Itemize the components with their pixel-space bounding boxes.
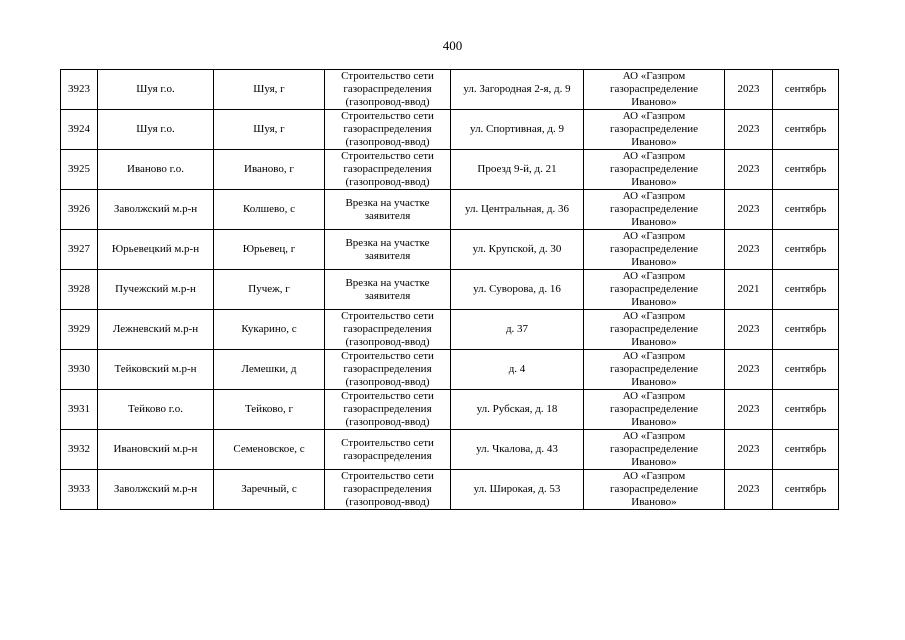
row-number-cell: 3927: [61, 230, 98, 270]
year-cell: 2021: [725, 270, 773, 310]
row-number-cell: 3932: [61, 430, 98, 470]
year-cell: 2023: [725, 350, 773, 390]
month-cell: сентябрь: [773, 430, 839, 470]
district-cell: Пучежский м.р-н: [98, 270, 214, 310]
table-row: [61, 110, 839, 150]
month-cell: сентябрь: [773, 110, 839, 150]
organization-cell: АО «Газпром газораспределение Иваново»: [584, 430, 725, 470]
table-row: [61, 230, 839, 270]
year-cell: 2023: [725, 470, 773, 510]
row-number-cell: 3930: [61, 350, 98, 390]
month-cell: сентябрь: [773, 270, 839, 310]
organization-cell: АО «Газпром газораспределение Иваново»: [584, 110, 725, 150]
address-cell: д. 4: [451, 350, 584, 390]
row-number-cell: 3933: [61, 470, 98, 510]
locality-cell: Заречный, с: [214, 470, 325, 510]
year-cell: 2023: [725, 190, 773, 230]
address-cell: ул. Центральная, д. 36: [451, 190, 584, 230]
month-cell: сентябрь: [773, 390, 839, 430]
district-cell: Шуя г.о.: [98, 110, 214, 150]
gasification-table: [60, 69, 839, 510]
table-row: [61, 190, 839, 230]
locality-cell: Колшево, с: [214, 190, 325, 230]
row-number-cell: 3924: [61, 110, 98, 150]
year-cell: 2023: [725, 110, 773, 150]
row-number-cell: 3923: [61, 70, 98, 110]
organization-cell: АО «Газпром газораспределение Иваново»: [584, 190, 725, 230]
month-cell: сентябрь: [773, 350, 839, 390]
year-cell: 2023: [725, 70, 773, 110]
work-type-cell: Врезка на участке заявителя: [325, 270, 451, 310]
organization-cell: АО «Газпром газораспределение Иваново»: [584, 310, 725, 350]
locality-cell: Шуя, г: [214, 110, 325, 150]
address-cell: Проезд 9-й, д. 21: [451, 150, 584, 190]
year-cell: 2023: [725, 230, 773, 270]
address-cell: ул. Спортивная, д. 9: [451, 110, 584, 150]
address-cell: ул. Широкая, д. 53: [451, 470, 584, 510]
locality-cell: Шуя, г: [214, 70, 325, 110]
locality-cell: Лемешки, д: [214, 350, 325, 390]
district-cell: Заволжский м.р-н: [98, 470, 214, 510]
work-type-cell: Строительство сети газораспределения (газопровод-ввод): [325, 350, 451, 390]
district-cell: Иваново г.о.: [98, 150, 214, 190]
locality-cell: Юрьевец, г: [214, 230, 325, 270]
table-row: [61, 390, 839, 430]
year-cell: 2023: [725, 390, 773, 430]
organization-cell: АО «Газпром газораспределение Иваново»: [584, 390, 725, 430]
organization-cell: АО «Газпром газораспределение Иваново»: [584, 230, 725, 270]
district-cell: Юрьевецкий м.р-н: [98, 230, 214, 270]
organization-cell: АО «Газпром газораспределение Иваново»: [584, 70, 725, 110]
row-number-cell: 3926: [61, 190, 98, 230]
organization-cell: АО «Газпром газораспределение Иваново»: [584, 470, 725, 510]
row-number-cell: 3929: [61, 310, 98, 350]
month-cell: сентябрь: [773, 190, 839, 230]
row-number-cell: 3931: [61, 390, 98, 430]
locality-cell: Семеновское, с: [214, 430, 325, 470]
work-type-cell: Строительство сети газораспределения: [325, 430, 451, 470]
year-cell: 2023: [725, 150, 773, 190]
year-cell: 2023: [725, 430, 773, 470]
organization-cell: АО «Газпром газораспределение Иваново»: [584, 150, 725, 190]
address-cell: ул. Загородная 2-я, д. 9: [451, 70, 584, 110]
district-cell: Лежневский м.р-н: [98, 310, 214, 350]
table-row: [61, 310, 839, 350]
page-number: 400: [442, 38, 463, 53]
row-number-cell: 3928: [61, 270, 98, 310]
locality-cell: Тейково, г: [214, 390, 325, 430]
table-row: [61, 350, 839, 390]
locality-cell: Иваново, г: [214, 150, 325, 190]
district-cell: Тейково г.о.: [98, 390, 214, 430]
row-number-cell: 3925: [61, 150, 98, 190]
work-type-cell: Строительство сети газораспределения (газопровод-ввод): [325, 110, 451, 150]
table-row: [61, 430, 839, 470]
locality-cell: Кукарино, с: [214, 310, 325, 350]
district-cell: Ивановский м.р-н: [98, 430, 214, 470]
work-type-cell: Строительство сети газораспределения (газопровод-ввод): [325, 470, 451, 510]
address-cell: ул. Рубская, д. 18: [451, 390, 584, 430]
address-cell: ул. Суворова, д. 16: [451, 270, 584, 310]
work-type-cell: Врезка на участке заявителя: [325, 230, 451, 270]
organization-cell: АО «Газпром газораспределение Иваново»: [584, 270, 725, 310]
month-cell: сентябрь: [773, 230, 839, 270]
address-cell: ул. Крупской, д. 30: [451, 230, 584, 270]
work-type-cell: Врезка на участке заявителя: [325, 190, 451, 230]
organization-cell: АО «Газпром газораспределение Иваново»: [584, 350, 725, 390]
district-cell: Заволжский м.р-н: [98, 190, 214, 230]
district-cell: Шуя г.о.: [98, 70, 214, 110]
locality-cell: Пучеж, г: [214, 270, 325, 310]
table-row: [61, 150, 839, 190]
work-type-cell: Строительство сети газораспределения (газопровод-ввод): [325, 310, 451, 350]
work-type-cell: Строительство сети газораспределения (газопровод-ввод): [325, 150, 451, 190]
year-cell: 2023: [725, 310, 773, 350]
table-row: [61, 470, 839, 510]
district-cell: Тейковский м.р-н: [98, 350, 214, 390]
address-cell: ул. Чкалова, д. 43: [451, 430, 584, 470]
month-cell: сентябрь: [773, 470, 839, 510]
table-body: [61, 70, 839, 510]
work-type-cell: Строительство сети газораспределения (газопровод-ввод): [325, 70, 451, 110]
table-row: [61, 270, 839, 310]
month-cell: сентябрь: [773, 310, 839, 350]
address-cell: д. 37: [451, 310, 584, 350]
table-row: [61, 70, 839, 110]
month-cell: сентябрь: [773, 70, 839, 110]
month-cell: сентябрь: [773, 150, 839, 190]
work-type-cell: Строительство сети газораспределения (газопровод-ввод): [325, 390, 451, 430]
